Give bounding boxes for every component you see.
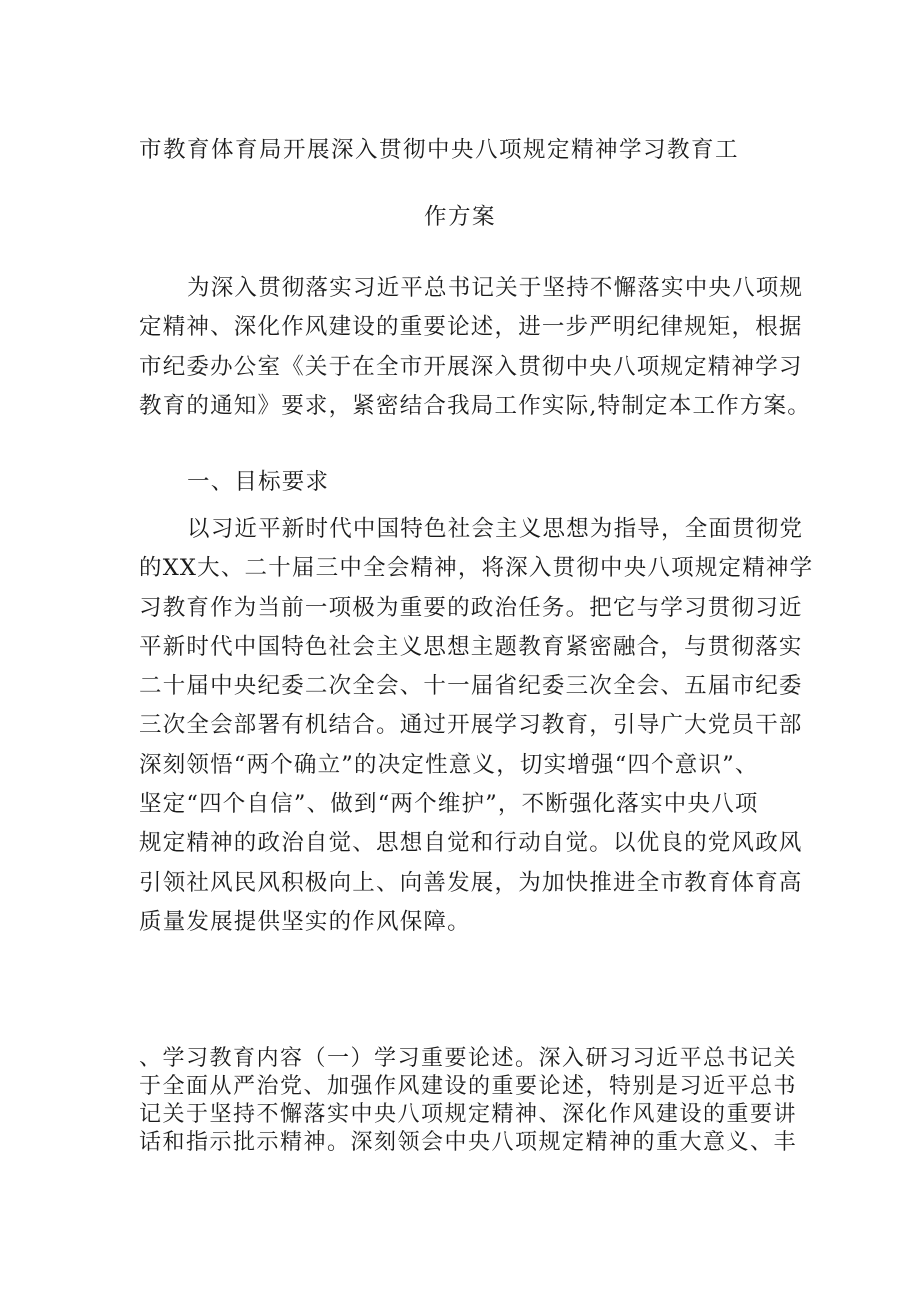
goals-paragraph — [139, 510, 814, 942]
content-line: 于全面从严治党、加强作风建设的重要论述，特别是习近平总书 — [139, 1074, 798, 1099]
intro-paragraph — [139, 269, 811, 426]
document-title-line-2: 作方案 — [423, 204, 496, 230]
section-heading-goals — [139, 463, 804, 502]
goals-line: 的XX大、二十届三中全会精神，将深入贯彻中央八项规定精神学 — [139, 555, 814, 582]
document-title-line-1: 市教育体育局开展深入贯彻中央八项规定精神学习教育工 — [139, 137, 740, 163]
goals-line: 引领社风民风积极向上、向善发展，为加快推进全市教育体育高 — [139, 869, 803, 896]
intro-line: 为深入贯彻落实习近平总书记关于坚持不懈落实中央八项规 — [187, 275, 804, 301]
intro-line: 定精神、深化作风建设的重要论述，进一步严明纪律规矩，根据 — [139, 314, 803, 341]
goals-line: 以习近平新时代中国特色社会主义思想为指导，全面贯彻党 — [187, 516, 804, 542]
goals-line: 三次全会部署有机结合。通过开展学习教育，引导广大党员干部 — [139, 712, 803, 739]
goals-line: 质量发展提供坚实的作风保障。 — [139, 908, 471, 935]
section-heading-text: 一、目标要求 — [187, 469, 330, 495]
content-line: 话和指示批示精神。深刻领会中央八项规定精神的重大意义、丰 — [139, 1130, 798, 1155]
content-paragraph — [139, 1045, 804, 1157]
goals-line: 二十届中央纪委二次全会、十一届省纪委三次全会、五届市纪委 — [139, 673, 803, 700]
content-line: 、学习教育内容（一）学习重要论述。深入研习习近平总书记关 — [139, 1046, 798, 1071]
goals-line: 规定精神的政治自觉、思想自觉和行动自觉。以优良的党风政风 — [139, 830, 803, 857]
goals-line: 深刻领悟“两个确立”的决定性意义，切实增强“四个意识”、 — [139, 751, 759, 778]
goals-line: 坚定“四个自信”、做到“两个维护”，不断强化落实中央八项 — [139, 791, 759, 818]
intro-line: 市纪委办公室《关于在全市开展深入贯彻中央八项规定精神学习 — [139, 353, 803, 380]
goals-line: 平新时代中国特色社会主义思想主题教育紧密融合，与贯彻落实 — [139, 633, 803, 660]
goals-line: 习教育作为当前一项极为重要的政治任务。把它与学习贯彻习近 — [139, 594, 803, 621]
content-line: 记关于坚持不懈落实中央八项规定精神、深化作风建设的重要讲 — [139, 1102, 798, 1127]
intro-line: 教育的通知》要求，紧密结合我局工作实际,特制定本工作方案。 — [139, 392, 811, 419]
